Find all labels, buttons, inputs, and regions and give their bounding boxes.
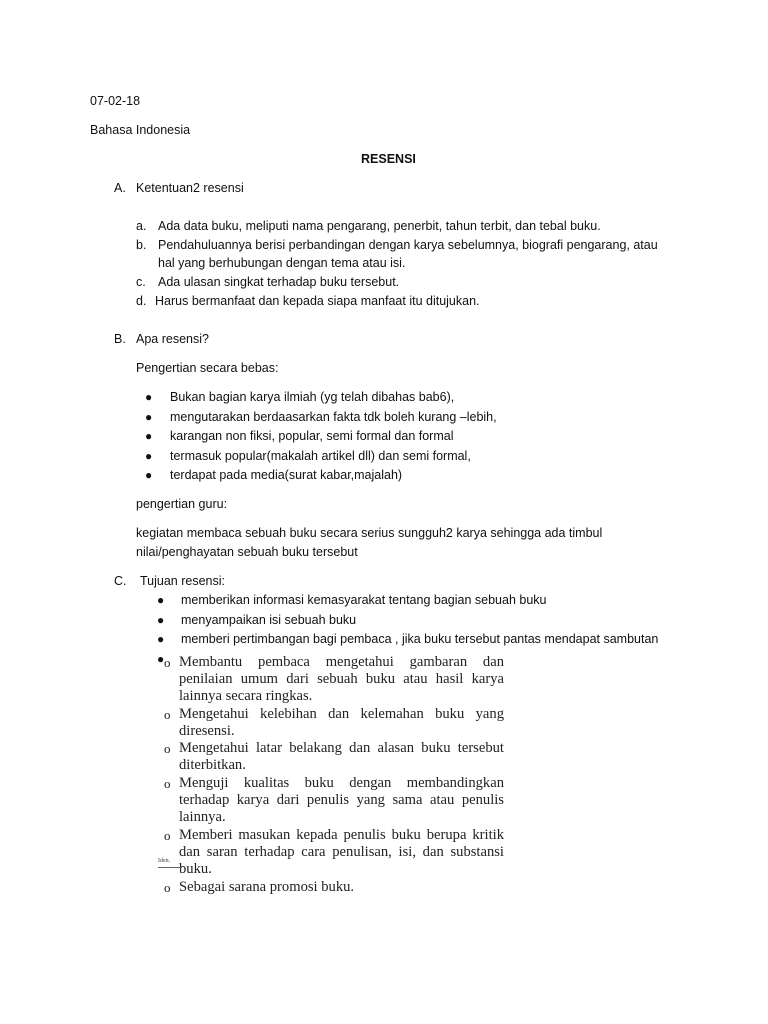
section-b-marker: B. — [114, 332, 126, 346]
definition-bullet: termasuk popular(makalah artikel dll) dan semi formal, — [170, 449, 471, 463]
section-a-item-text: hal yang berhubungan dengan tema atau isi. — [158, 256, 406, 270]
scan-text: diterbitkan. — [179, 757, 246, 773]
purpose-bullet: memberikan informasi kemasyarakat tentang bagian sebuah buku — [181, 593, 547, 607]
bullet-icon: ● — [157, 593, 165, 607]
purpose-bullet: memberi pertimbangan bagi pembaca , jika buku tersebut pantas mendapat sambutan — [181, 632, 659, 646]
bullet-icon: ● — [157, 613, 165, 627]
page-title: RESENSI — [361, 152, 416, 166]
section-b-heading: Apa resensi? — [136, 332, 209, 346]
scan-text: Membantu pembaca mengetahui gambaran dan — [179, 654, 504, 670]
section-a-item-text: Harus bermanfaat dan kepada siapa manfaat itu ditujukan. — [155, 294, 480, 308]
section-a-marker: A. — [114, 181, 126, 195]
teacher-definition-text: nilai/penghayatan sebuah buku tersebut — [136, 545, 358, 559]
scan-text: Mengetahui latar belakang dan alasan buku tersebut — [179, 740, 504, 756]
scan-text: diresensi. — [179, 723, 235, 739]
section-a-heading: Ketentuan2 resensi — [136, 181, 244, 195]
bullet-icon: ● — [145, 468, 153, 482]
scan-stamp: Iden. — [158, 856, 182, 868]
bullet-icon: ● — [145, 429, 153, 443]
scan-text: dan saran terhadap cara penulisan, isi, dan substansi — [179, 844, 504, 860]
teacher-definition-label: pengertian guru: — [136, 497, 228, 511]
circle-bullet-icon: o — [164, 828, 171, 843]
section-a-item-marker: b. — [136, 238, 147, 252]
circle-bullet-icon: o — [164, 880, 171, 895]
scan-text: buku. — [179, 861, 212, 877]
subject: Bahasa Indonesia — [90, 123, 191, 137]
bullet-icon: ● — [157, 632, 165, 646]
circle-bullet-icon: o — [164, 707, 171, 722]
section-a-item-marker: d. — [136, 294, 147, 308]
scan-text: lainnya. — [179, 809, 226, 825]
scan-text: Menguji kualitas buku dengan membandingkan — [179, 775, 504, 791]
teacher-definition-text: kegiatan membaca sebuah buku secara serius sungguh2 karya sehingga ada timbul — [136, 526, 603, 540]
circle-bullet-icon: o — [164, 655, 171, 670]
date: 07-02-18 — [90, 94, 141, 108]
bullet-icon: ● — [145, 410, 153, 424]
definition-bullet: karangan non fiksi, popular, semi formal dan formal — [170, 429, 454, 443]
section-c-marker: C. — [114, 574, 127, 588]
section-a-item-text: Ada ulasan singkat terhadap buku tersebut. — [158, 275, 400, 289]
bullet-icon: ● — [157, 652, 165, 666]
scan-text: terhadap karya dari penulis yang sama atau penulis — [179, 792, 504, 808]
definition-bullet: mengutarakan berdaasarkan fakta tdk boleh kurang –lebih, — [170, 410, 497, 424]
section-c-heading: Tujuan resensi: — [140, 574, 225, 588]
section-a-item-text: Ada data buku, meliputi nama pengarang, penerbit, tahun terbit, dan tebal buku. — [158, 219, 601, 233]
section-a-item-marker: c. — [136, 275, 146, 289]
bullet-icon: ● — [145, 449, 153, 463]
circle-bullet-icon: o — [164, 741, 171, 756]
definition-bullet: terdapat pada media(surat kabar,majalah) — [170, 468, 403, 482]
scan-text: lainnya secara ringkas. — [179, 688, 313, 704]
bullet-icon: ● — [145, 390, 153, 404]
definition-bullet: Bukan bagian karya ilmiah (yg telah dibahas bab6), — [170, 390, 455, 404]
circle-bullet-icon: o — [164, 776, 171, 791]
scan-text: penilaian umum dari sebuah buku atau hasil karya — [179, 671, 504, 687]
scan-text: Memberi masukan kepada penulis buku berupa kritik — [179, 827, 504, 843]
purpose-bullet: menyampaikan isi sebuah buku — [181, 613, 357, 627]
scan-text: Mengetahui kelebihan dan kelemahan buku yang — [179, 706, 504, 722]
section-a-item-marker: a. — [136, 219, 147, 233]
free-definition-label: Pengertian secara bebas: — [136, 361, 279, 375]
section-a-item-text: Pendahuluannya berisi perbandingan dengan karya sebelumnya, biografi pengarang, atau — [158, 238, 658, 252]
scan-text: Sebagai sarana promosi buku. — [179, 879, 355, 895]
